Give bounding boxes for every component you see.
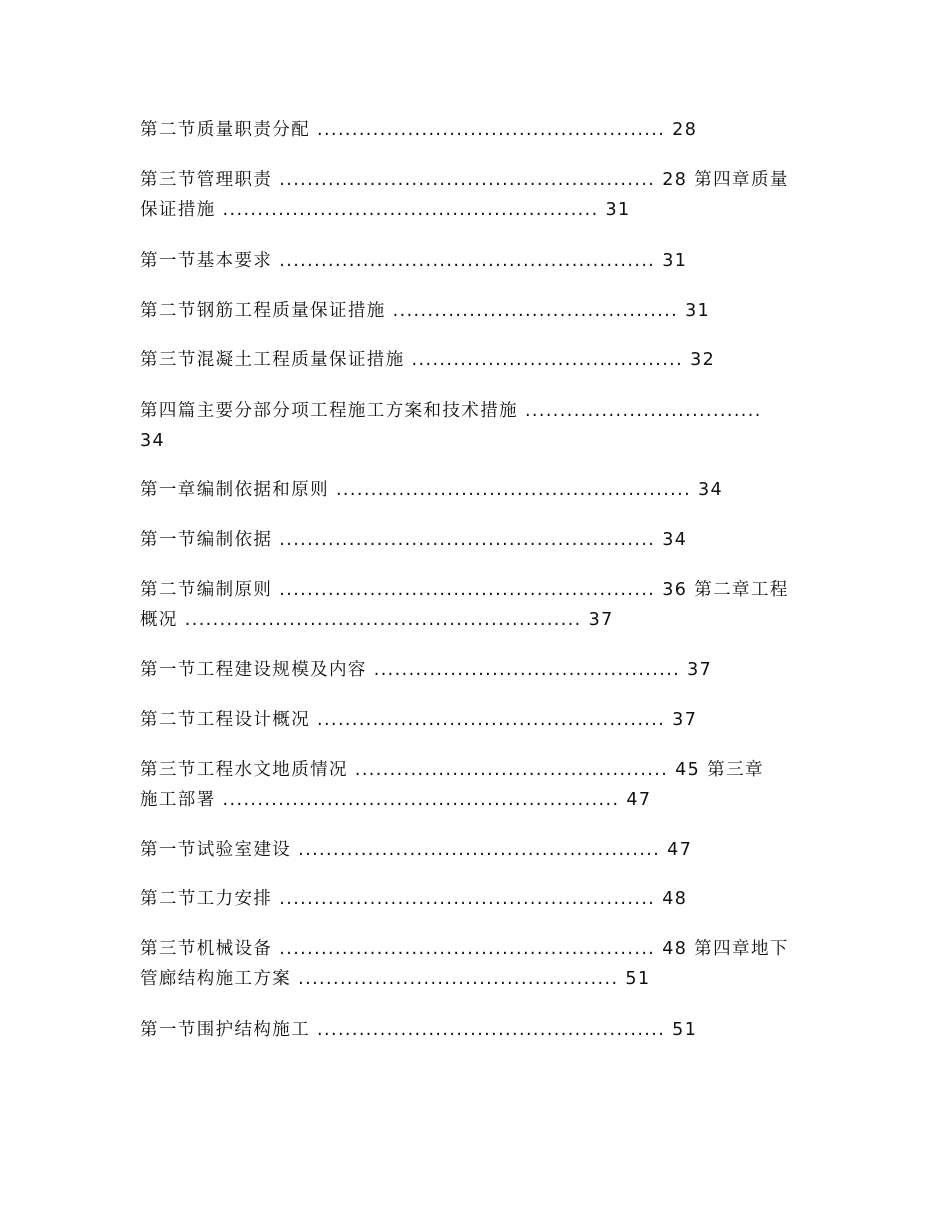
toc-entry-line: 第二节编制原则 ...................................................... 36 第二章工程 [140, 580, 789, 600]
toc-entry-line: 第三节管理职责 ...................................................... 28 第四章质量 [140, 170, 789, 190]
toc-entry[interactable] [140, 525, 687, 555]
toc-entry[interactable] [140, 115, 697, 145]
toc-entry[interactable] [140, 884, 687, 914]
toc-entry-line-continued: 施工部署 ......................................................... 47 [140, 790, 652, 810]
toc-entry-line: 第一节围护结构施工 .................................................. 51 [140, 1020, 698, 1040]
toc-entry[interactable] [140, 655, 712, 685]
toc-entry-line: 第一章编制依据和原则 ................................................... 34 [140, 480, 724, 500]
toc-entry[interactable] [140, 345, 715, 375]
toc-entry[interactable] [140, 755, 764, 815]
toc-entry-line: 第二节钢筋工程质量保证措施 ......................................... 31 [140, 301, 711, 321]
toc-entry-line-continued: 管廊结构施工方案 .............................................. 51 [140, 969, 651, 989]
toc-entry-line: 第一节工程建设规模及内容 ............................................ 37 [140, 660, 713, 680]
toc-entry[interactable] [140, 1015, 697, 1045]
toc-entry-line: 第一节基本要求 ...................................................... 31 [140, 251, 688, 271]
toc-entry[interactable] [140, 835, 692, 865]
toc-entry-line: 第二节工程设计概况 .................................................. 37 [140, 710, 698, 730]
toc-entry-line: 第四篇主要分部分项工程施工方案和技术措施 .................................. [140, 401, 762, 421]
toc-entry[interactable] [140, 165, 789, 225]
toc-entry-line: 第三节工程水文地质情况 ............................................. 45 第三章 [140, 760, 764, 780]
toc-entry[interactable] [140, 575, 789, 635]
toc-entry-line-continued: 保证措施 ...................................................... 31 [140, 200, 631, 220]
toc-entry[interactable] [140, 705, 697, 735]
toc-entry-line-continued: 34 [140, 431, 166, 451]
toc-entry-line: 第二节工力安排 ...................................................... 48 [140, 889, 688, 909]
toc-entry-line: 第一节编制依据 ...................................................... 34 [140, 530, 688, 550]
toc-entry[interactable] [140, 296, 710, 326]
toc-entry[interactable] [140, 934, 789, 994]
toc-entry[interactable] [140, 475, 723, 505]
toc-entry-line-continued: 概况 ......................................................... 37 [140, 610, 614, 630]
toc-entry-line: 第三节混凝土工程质量保证措施 ....................................... 32 [140, 350, 716, 370]
toc-entry-line: 第一节试验室建设 .................................................... 47 [140, 840, 693, 860]
toc-entry-line: 第二节质量职责分配 .................................................. 28 [140, 120, 698, 140]
toc-entry-line: 第三节机械设备 ...................................................... 48 第四章地下 [140, 939, 789, 959]
toc-entry[interactable] [140, 396, 762, 456]
toc-entry[interactable] [140, 246, 687, 276]
